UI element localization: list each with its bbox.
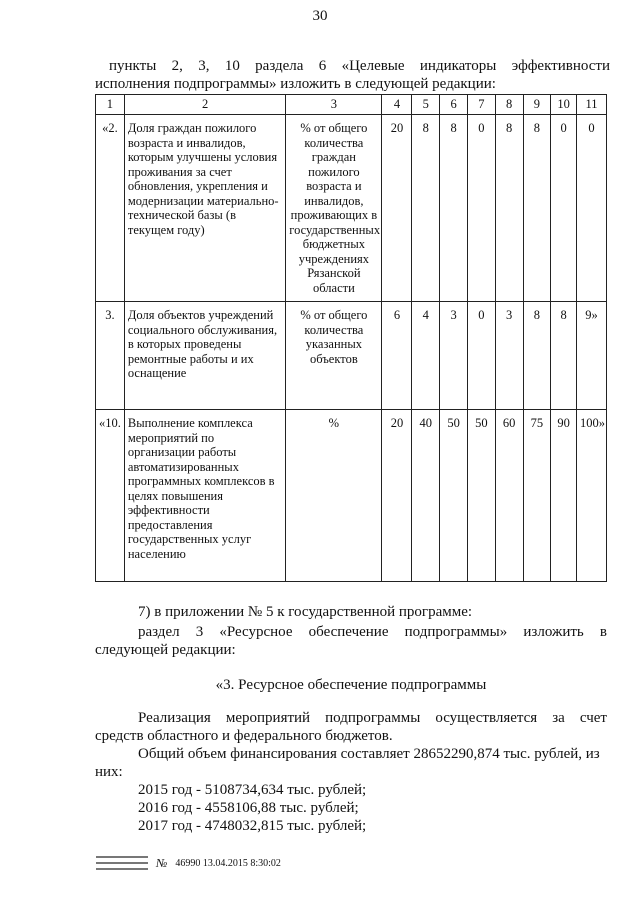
section-title-text: «3. Ресурсное обеспечение подпрограммы [215,677,487,693]
razdel-word: обеспечение [308,624,389,640]
razdel-word: в [599,624,607,640]
realization-line-1 [95,709,607,727]
table-row [96,302,607,410]
number-sign: № [156,855,168,870]
value-cell: 50 [467,410,495,582]
value-cell: 3 [440,302,468,410]
registry-stamp-logo [96,853,148,873]
table-header-cell: 8 [495,95,523,115]
value-cell: 8 [412,115,440,302]
realization-line-2: средств областного и федерального бюджетов. [95,728,393,744]
row-number-cell: «10. [96,410,125,582]
razdel-line-1 [95,623,607,641]
realization-word: за [552,710,565,726]
value-cell: 20 [382,115,412,302]
realization-word: осуществляется [435,710,538,726]
table-row [96,410,607,582]
value-cell: 60 [495,410,523,582]
total-paragraph [95,745,607,781]
intro-word: индикаторы [419,58,497,74]
item-7 [95,603,607,621]
razdel-word: 3 [195,624,204,640]
intro-line-2: исполнения подпрограммы» изложить в следующей редакции: [95,76,496,92]
intro-word: 6 [318,58,327,74]
value-cell: 3 [495,302,523,410]
value-cell: 4 [412,302,440,410]
value-cell: 8 [495,115,523,302]
table-header-cell: 7 [467,95,495,115]
table-header-cell: 3 [286,95,382,115]
razdel-word: «Ресурсное [219,624,293,640]
year-funding-line: 2016 год - 4558106,88 тыс. рублей; [138,800,359,816]
value-cell: 75 [523,410,551,582]
value-cell: 50 [440,410,468,582]
value-cell: 8 [523,115,551,302]
intro-word: «Целевые [341,58,405,74]
value-cell: 0 [551,115,577,302]
value-cell: 8 [551,302,577,410]
intro-word: пункты [109,58,157,74]
table-row [96,115,607,302]
unit-cell: % от общего количества граждан пожилого возраста и инвалидов, проживающих в государственных бюджетных учреждениях Рязанской области [286,115,382,302]
table-header-cell: 2 [124,95,285,115]
unit-cell: % от общего количества указанных объектов [286,302,382,410]
row-number-cell: «2. [96,115,125,302]
intro-word: эффективности [511,58,610,74]
document-reference: 46990 13.04.2015 8:30:02 [175,857,281,869]
intro-paragraph [95,57,610,93]
table-header-cell: 4 [382,95,412,115]
value-cell: 6 [382,302,412,410]
value-cell: 0 [576,115,606,302]
table-header-cell: 11 [576,95,606,115]
total-line-2: них: [95,764,123,780]
value-cell: 9» [576,302,606,410]
razdel-line-2: следующей редакции: [95,642,236,658]
value-cell: 20 [382,410,412,582]
footer [96,853,281,873]
intro-word: 2, [171,58,183,74]
section-title [95,676,607,694]
razdel-word: изложить [523,624,584,640]
indicator-name-cell: Доля граждан пожилого возраста и инвалидов, которым улучшены условия проживания за счет обновления, укрепления и модернизации материально-технической базы (в текущем году) [124,115,285,302]
year-funding-line: 2015 год - 5108734,634 тыс. рублей; [138,782,367,798]
value-cell: 0 [467,115,495,302]
row-number-cell: 3. [96,302,125,410]
realization-word: Реализация [138,710,211,726]
razdel-word: подпрограммы» [404,624,508,640]
realization-word: мероприятий [225,710,311,726]
intro-word: 10 [224,58,240,74]
intro-line-1 [95,57,610,75]
razdel-word: раздел [138,624,180,640]
value-cell: 8 [523,302,551,410]
unit-cell: % [286,410,382,582]
value-cell: 40 [412,410,440,582]
table-header-cell: 5 [412,95,440,115]
value-cell: 0 [467,302,495,410]
page-number: 30 [312,8,328,24]
value-cell: 90 [551,410,577,582]
year-funding-line: 2017 год - 4748032,815 тыс. рублей; [138,818,367,834]
value-cell: 100» [576,410,606,582]
realization-word: подпрограммы [325,710,421,726]
indicator-name-cell: Доля объектов учреждений социального обслуживания, в которых проведены ремонтные работы и их оснащение [124,302,285,410]
realization-word: счет [579,710,607,726]
intro-word: 3, [198,58,210,74]
years-list [95,781,607,835]
item-7-text: 7) в приложении № 5 к государственной программе: [138,604,473,620]
indicators-table [95,94,607,582]
table-header-cell: 1 [96,95,125,115]
indicator-name-cell: Выполнение комплекса мероприятий по организации работы автоматизированных программных комплексов в целях повышения эффективности предоставления государственных услуг населению [124,410,285,582]
intro-word: раздела [255,58,304,74]
table-header-row [96,95,607,115]
realization-paragraph [95,709,607,745]
table-header-cell: 6 [440,95,468,115]
razdel-paragraph [95,623,607,659]
total-line-1: Общий объем финансирования составляет 28652290,874 тыс. рублей, из [138,746,600,762]
table-header-cell: 10 [551,95,577,115]
table-header-cell: 9 [523,95,551,115]
value-cell: 8 [440,115,468,302]
